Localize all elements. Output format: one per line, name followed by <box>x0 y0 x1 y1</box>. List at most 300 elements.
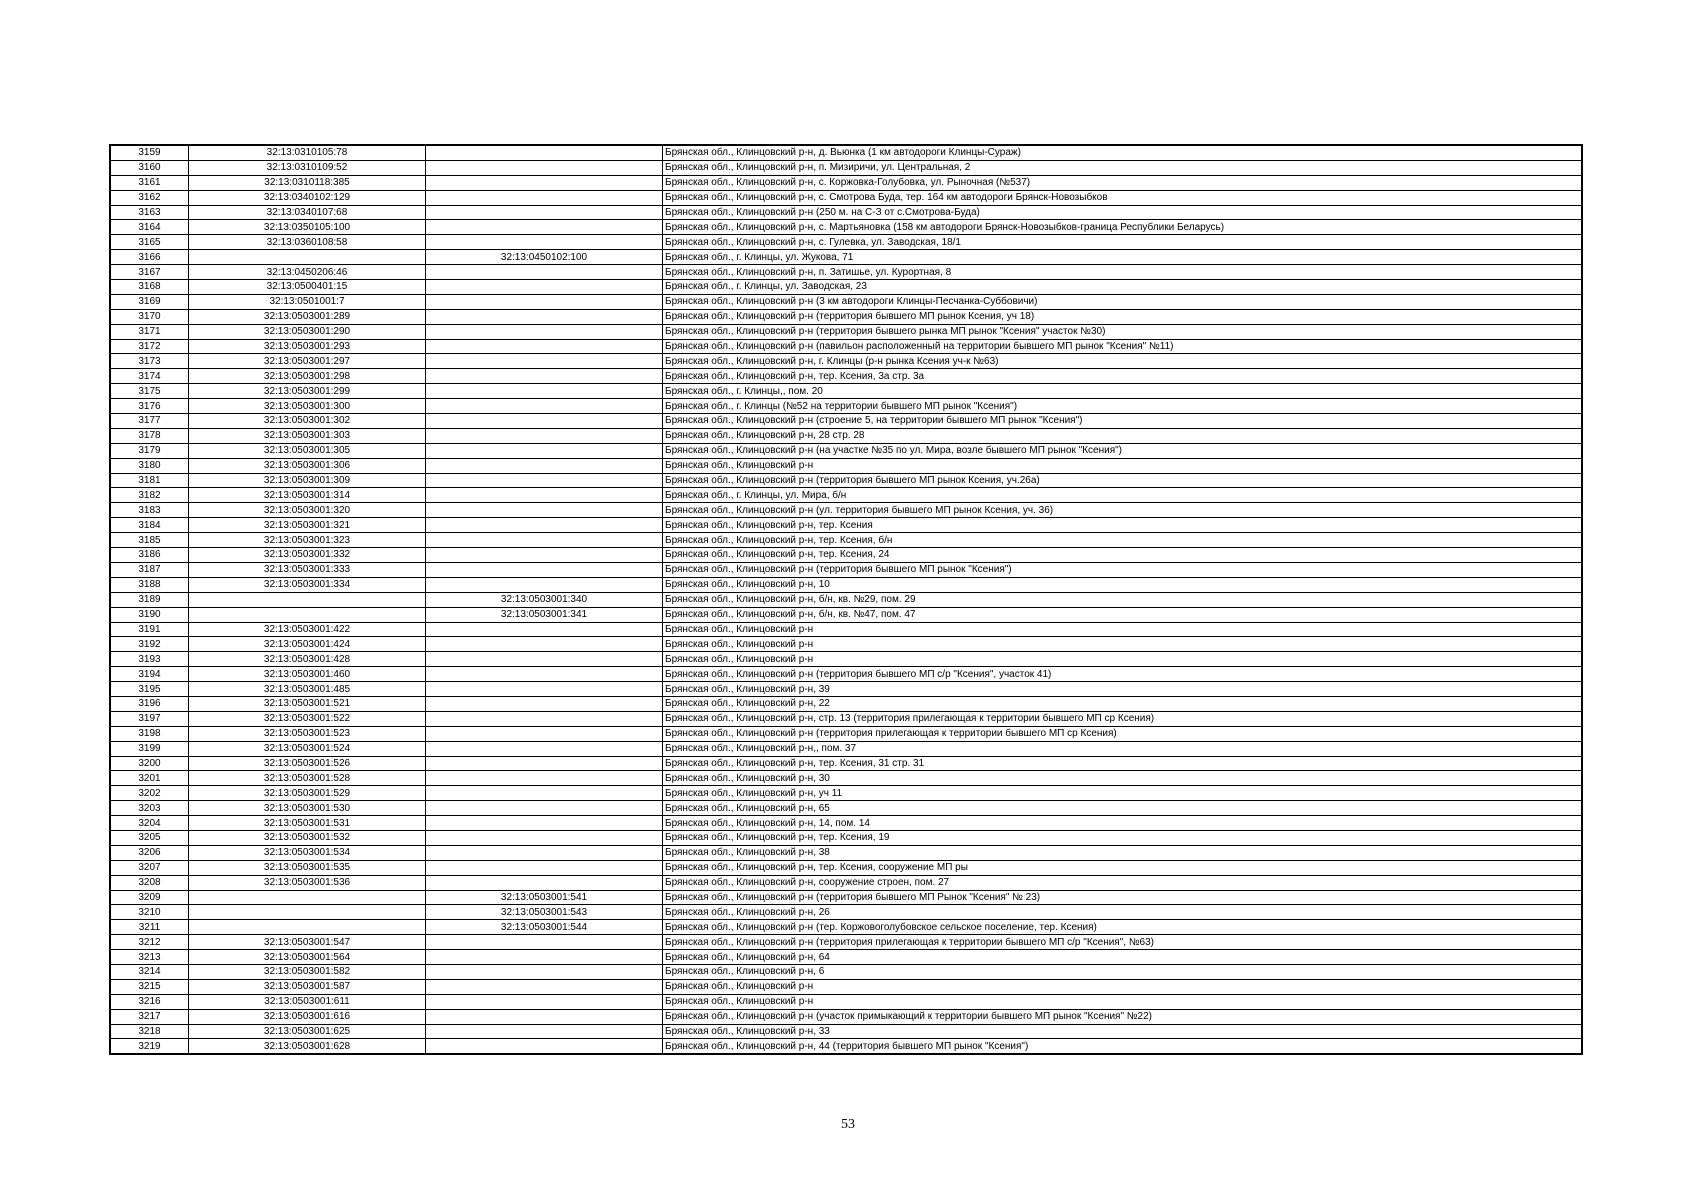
address-cell: Брянская обл., Клинцовский р-н, 33 <box>663 1024 1583 1039</box>
row-number-cell: 3208 <box>110 875 189 890</box>
row-number-cell: 3205 <box>110 830 189 845</box>
row-number-cell: 3209 <box>110 890 189 905</box>
row-number-cell: 3164 <box>110 220 189 235</box>
address-cell: Брянская обл., Клинцовский р-н (территория бывшего рынка МП рынок "Ксения" участок №30) <box>663 324 1583 339</box>
cadastral-number-cell: 32:13:0503001:625 <box>189 1024 426 1039</box>
cadastral-number-cell: 32:13:0503001:582 <box>189 964 426 979</box>
address-cell: Брянская обл., Клинцовский р-н, 39 <box>663 682 1583 697</box>
row-number-cell: 3187 <box>110 562 189 577</box>
row-number-cell: 3169 <box>110 294 189 309</box>
address-cell: Брянская обл., Клинцовский р-н <box>663 458 1583 473</box>
row-number-cell: 3214 <box>110 964 189 979</box>
table-row <box>110 1009 1582 1024</box>
row-number-cell: 3181 <box>110 473 189 488</box>
table-row <box>110 205 1582 220</box>
cadastral-number-alt-cell <box>426 845 663 860</box>
table-row <box>110 950 1582 965</box>
address-cell: Брянская обл., Клинцовский р-н, 65 <box>663 801 1583 816</box>
address-cell: Брянская обл., Клинцовский р-н, 64 <box>663 950 1583 965</box>
address-cell: Брянская обл., Клинцовский р-н, тер. Ксения, 19 <box>663 830 1583 845</box>
cadastral-number-alt-cell <box>426 280 663 295</box>
address-cell: Брянская обл., Клинцовский р-н, 14, пом. 14 <box>663 816 1583 831</box>
address-cell: Брянская обл., Клинцовский р-н (250 м. на С-З от с.Смотрова-Буда) <box>663 205 1583 220</box>
cadastral-number-cell: 32:13:0503001:321 <box>189 518 426 533</box>
cadastral-number-alt-cell <box>426 428 663 443</box>
cadastral-number-cell: 32:13:0503001:534 <box>189 845 426 860</box>
property-registry-table <box>109 144 1583 1055</box>
cadastral-number-alt-cell <box>426 711 663 726</box>
cadastral-number-cell: 32:13:0503001:293 <box>189 339 426 354</box>
row-number-cell: 3161 <box>110 175 189 190</box>
table-row <box>110 265 1582 280</box>
row-number-cell: 3202 <box>110 786 189 801</box>
cadastral-number-cell: 32:13:0503001:303 <box>189 428 426 443</box>
address-cell: Брянская обл., Клинцовский р-н (3 км автодороги Клинцы-Песчанка-Суббовичи) <box>663 294 1583 309</box>
row-number-cell: 3160 <box>110 160 189 175</box>
table-row <box>110 816 1582 831</box>
address-cell: Брянская обл., Клинцовский р-н (на участке №35 по ул. Мира, возле бывшего МП рынок "Ксения") <box>663 443 1583 458</box>
row-number-cell: 3182 <box>110 488 189 503</box>
address-cell: Брянская обл., Клинцовский р-н, тер. Ксения, б/н <box>663 533 1583 548</box>
row-number-cell: 3193 <box>110 652 189 667</box>
table-row <box>110 145 1582 160</box>
cadastral-number-cell <box>189 920 426 935</box>
row-number-cell: 3210 <box>110 905 189 920</box>
row-number-cell: 3201 <box>110 771 189 786</box>
row-number-cell: 3190 <box>110 607 189 622</box>
cadastral-number-cell: 32:13:0503001:306 <box>189 458 426 473</box>
cadastral-number-cell: 32:13:0503001:611 <box>189 994 426 1009</box>
cadastral-number-cell: 32:13:0503001:333 <box>189 562 426 577</box>
cadastral-number-alt-cell <box>426 801 663 816</box>
table-row <box>110 935 1582 950</box>
cadastral-number-cell: 32:13:0503001:323 <box>189 533 426 548</box>
table-row <box>110 964 1582 979</box>
address-cell: Брянская обл., Клинцовский р-н, п. Мизиричи, ул. Центральная, 2 <box>663 160 1583 175</box>
address-cell: Брянская обл., Клинцовский р-н, г. Клинцы (р-н рынка Ксения уч-к №63) <box>663 354 1583 369</box>
table-row <box>110 979 1582 994</box>
cadastral-number-cell: 32:13:0503001:299 <box>189 384 426 399</box>
address-cell: Брянская обл., Клинцовский р-н, б/н, кв. №29, пом. 29 <box>663 592 1583 607</box>
address-cell: Брянская обл., Клинцовский р-н, 30 <box>663 771 1583 786</box>
address-cell: Брянская обл., Клинцовский р-н, 44 (территория бывшего МП рынок "Ксения") <box>663 1039 1583 1054</box>
cadastral-number-alt-cell: 32:13:0503001:541 <box>426 890 663 905</box>
cadastral-number-alt-cell <box>426 979 663 994</box>
row-number-cell: 3206 <box>110 845 189 860</box>
address-cell: Брянская обл., Клинцовский р-н, с. Гулевка, ул. Заводская, 18/1 <box>663 235 1583 250</box>
table-row <box>110 771 1582 786</box>
address-cell: Брянская обл., г. Клинцы, ул. Жукова, 71 <box>663 250 1583 265</box>
cadastral-number-alt-cell: 32:13:0503001:340 <box>426 592 663 607</box>
table-row <box>110 294 1582 309</box>
cadastral-number-alt-cell <box>426 577 663 592</box>
address-cell: Брянская обл., г. Клинцы,, пом. 20 <box>663 384 1583 399</box>
table-row <box>110 994 1582 1009</box>
table-row <box>110 592 1582 607</box>
table-row <box>110 756 1582 771</box>
address-cell: Брянская обл., Клинцовский р-н <box>663 994 1583 1009</box>
cadastral-number-cell: 32:13:0503001:305 <box>189 443 426 458</box>
table-row <box>110 428 1582 443</box>
cadastral-number-alt-cell <box>426 816 663 831</box>
address-cell: Брянская обл., г. Клинцы (№52 на территории бывшего МП рынок "Ксения") <box>663 399 1583 414</box>
row-number-cell: 3192 <box>110 637 189 652</box>
table-row <box>110 577 1582 592</box>
cadastral-number-cell: 32:13:0503001:530 <box>189 801 426 816</box>
row-number-cell: 3194 <box>110 667 189 682</box>
table-row <box>110 1039 1582 1054</box>
address-cell: Брянская обл., Клинцовский р-н (территория бывшего МП рынок "Ксения") <box>663 562 1583 577</box>
cadastral-number-cell: 32:13:0503001:535 <box>189 860 426 875</box>
cadastral-number-cell: 32:13:0503001:298 <box>189 369 426 384</box>
table-row <box>110 622 1582 637</box>
address-cell: Брянская обл., Клинцовский р-н <box>663 652 1583 667</box>
table-row <box>110 190 1582 205</box>
table-row <box>110 473 1582 488</box>
cadastral-number-alt-cell <box>426 548 663 563</box>
cadastral-number-alt-cell <box>426 309 663 324</box>
table-row <box>110 399 1582 414</box>
cadastral-number-alt-cell <box>426 667 663 682</box>
table-row <box>110 652 1582 667</box>
cadastral-number-cell: 32:13:0500401:15 <box>189 280 426 295</box>
table-row <box>110 1024 1582 1039</box>
address-cell: Брянская обл., Клинцовский р-н, п. Затишье, ул. Курортная, 8 <box>663 265 1583 280</box>
table-row <box>110 667 1582 682</box>
cadastral-number-alt-cell <box>426 369 663 384</box>
row-number-cell: 3170 <box>110 309 189 324</box>
cadastral-number-alt-cell <box>426 830 663 845</box>
row-number-cell: 3216 <box>110 994 189 1009</box>
table-row <box>110 458 1582 473</box>
cadastral-number-alt-cell <box>426 324 663 339</box>
address-cell: Брянская обл., Клинцовский р-н (ул. территория бывшего МП рынок Ксения, уч. 36) <box>663 503 1583 518</box>
address-cell: Брянская обл., Клинцовский р-н, тер. Ксения, 3а стр. 3а <box>663 369 1583 384</box>
cadastral-number-cell: 32:13:0310105:78 <box>189 145 426 160</box>
table-row <box>110 503 1582 518</box>
row-number-cell: 3159 <box>110 145 189 160</box>
cadastral-number-cell: 32:13:0503001:485 <box>189 682 426 697</box>
table-row <box>110 920 1582 935</box>
cadastral-number-alt-cell: 32:13:0503001:341 <box>426 607 663 622</box>
address-cell: Брянская обл., Клинцовский р-н (территория бывшего МП Рынок "Ксения" № 23) <box>663 890 1583 905</box>
table-row <box>110 488 1582 503</box>
cadastral-number-alt-cell <box>426 756 663 771</box>
cadastral-number-alt-cell <box>426 860 663 875</box>
cadastral-number-alt-cell <box>426 443 663 458</box>
row-number-cell: 3189 <box>110 592 189 607</box>
address-cell: Брянская обл., г. Клинцы, ул. Мира, б/н <box>663 488 1583 503</box>
cadastral-number-alt-cell <box>426 175 663 190</box>
cadastral-number-cell: 32:13:0310109:52 <box>189 160 426 175</box>
cadastral-number-alt-cell <box>426 205 663 220</box>
row-number-cell: 3207 <box>110 860 189 875</box>
table-row <box>110 786 1582 801</box>
cadastral-number-cell: 32:13:0503001:297 <box>189 354 426 369</box>
cadastral-number-alt-cell: 32:13:0503001:544 <box>426 920 663 935</box>
cadastral-number-alt-cell: 32:13:0503001:543 <box>426 905 663 920</box>
row-number-cell: 3196 <box>110 696 189 711</box>
address-cell: Брянская обл., Клинцовский р-н, 28 стр. 28 <box>663 428 1583 443</box>
cadastral-number-alt-cell <box>426 786 663 801</box>
table-row <box>110 860 1582 875</box>
row-number-cell: 3203 <box>110 801 189 816</box>
cadastral-number-alt-cell <box>426 354 663 369</box>
cadastral-number-cell: 32:13:0503001:428 <box>189 652 426 667</box>
cadastral-number-cell: 32:13:0503001:314 <box>189 488 426 503</box>
cadastral-number-alt-cell <box>426 533 663 548</box>
cadastral-number-alt-cell <box>426 726 663 741</box>
cadastral-number-cell: 32:13:0503001:302 <box>189 414 426 429</box>
cadastral-number-alt-cell <box>426 145 663 160</box>
cadastral-number-alt-cell <box>426 399 663 414</box>
cadastral-number-alt-cell <box>426 682 663 697</box>
cadastral-number-cell: 32:13:0503001:536 <box>189 875 426 890</box>
table-row <box>110 830 1582 845</box>
table-row <box>110 696 1582 711</box>
cadastral-number-cell: 32:13:0503001:529 <box>189 786 426 801</box>
cadastral-number-cell: 32:13:0503001:524 <box>189 741 426 756</box>
cadastral-number-cell: 32:13:0503001:532 <box>189 830 426 845</box>
cadastral-number-alt-cell <box>426 518 663 533</box>
table-row <box>110 384 1582 399</box>
cadastral-number-cell: 32:13:0503001:460 <box>189 667 426 682</box>
cadastral-number-alt-cell <box>426 875 663 890</box>
table-row <box>110 235 1582 250</box>
table-row <box>110 726 1582 741</box>
address-cell: Брянская обл., Клинцовский р-н <box>663 637 1583 652</box>
cadastral-number-cell: 32:13:0503001:332 <box>189 548 426 563</box>
cadastral-number-alt-cell <box>426 771 663 786</box>
cadastral-number-cell <box>189 592 426 607</box>
row-number-cell: 3165 <box>110 235 189 250</box>
table-row <box>110 369 1582 384</box>
address-cell: Брянская обл., Клинцовский р-н, 6 <box>663 964 1583 979</box>
row-number-cell: 3183 <box>110 503 189 518</box>
address-cell: Брянская обл., Клинцовский р-н, 26 <box>663 905 1583 920</box>
cadastral-number-alt-cell <box>426 160 663 175</box>
table-row <box>110 518 1582 533</box>
cadastral-number-cell: 32:13:0501001:7 <box>189 294 426 309</box>
cadastral-number-alt-cell <box>426 473 663 488</box>
cadastral-number-cell: 32:13:0503001:587 <box>189 979 426 994</box>
row-number-cell: 3212 <box>110 935 189 950</box>
row-number-cell: 3185 <box>110 533 189 548</box>
table-row <box>110 801 1582 816</box>
cadastral-number-alt-cell <box>426 741 663 756</box>
row-number-cell: 3204 <box>110 816 189 831</box>
row-number-cell: 3171 <box>110 324 189 339</box>
table-row <box>110 160 1582 175</box>
cadastral-number-cell: 32:13:0503001:320 <box>189 503 426 518</box>
row-number-cell: 3191 <box>110 622 189 637</box>
table-row <box>110 845 1582 860</box>
row-number-cell: 3215 <box>110 979 189 994</box>
row-number-cell: 3197 <box>110 711 189 726</box>
cadastral-number-cell: 32:13:0503001:528 <box>189 771 426 786</box>
cadastral-number-alt-cell <box>426 339 663 354</box>
cadastral-number-cell: 32:13:0310118:385 <box>189 175 426 190</box>
cadastral-number-alt-cell <box>426 696 663 711</box>
address-cell: Брянская обл., г. Клинцы, ул. Заводская, 23 <box>663 280 1583 295</box>
table-row <box>110 533 1582 548</box>
row-number-cell: 3173 <box>110 354 189 369</box>
registry-table-body <box>110 145 1582 1054</box>
row-number-cell: 3217 <box>110 1009 189 1024</box>
address-cell: Брянская обл., Клинцовский р-н (территория бывшего МП с/р "Ксения", участок 41) <box>663 667 1583 682</box>
address-cell: Брянская обл., Клинцовский р-н (участок примыкающий к территории бывшего МП рынок "Ксения" №22) <box>663 1009 1583 1024</box>
row-number-cell: 3186 <box>110 548 189 563</box>
cadastral-number-alt-cell <box>426 190 663 205</box>
address-cell: Брянская обл., Клинцовский р-н, д. Вьюнка (1 км автодороги Клинцы-Сураж) <box>663 145 1583 160</box>
cadastral-number-alt-cell <box>426 637 663 652</box>
cadastral-number-cell: 32:13:0503001:424 <box>189 637 426 652</box>
cadastral-number-alt-cell <box>426 964 663 979</box>
table-row <box>110 339 1582 354</box>
cadastral-number-cell <box>189 905 426 920</box>
address-cell: Брянская обл., Клинцовский р-н (территория прилегающая к территории бывшего МП с/р "Ксения", №63) <box>663 935 1583 950</box>
cadastral-number-alt-cell <box>426 220 663 235</box>
address-cell: Брянская обл., Клинцовский р-н, 10 <box>663 577 1583 592</box>
address-cell: Брянская обл., Клинцовский р-н, б/н, кв. №47, пом. 47 <box>663 607 1583 622</box>
cadastral-number-alt-cell <box>426 1024 663 1039</box>
address-cell: Брянская обл., Клинцовский р-н, 38 <box>663 845 1583 860</box>
row-number-cell: 3188 <box>110 577 189 592</box>
row-number-cell: 3198 <box>110 726 189 741</box>
cadastral-number-cell: 32:13:0450206:46 <box>189 265 426 280</box>
address-cell: Брянская обл., Клинцовский р-н, с. Смотрова Буда, тер. 164 км автодороги Брянск-Новозыбков <box>663 190 1583 205</box>
address-cell: Брянская обл., Клинцовский р-н (тер. Коржовоголубовское сельское поселение, тер. Ксения) <box>663 920 1583 935</box>
row-number-cell: 3178 <box>110 428 189 443</box>
cadastral-number-cell: 32:13:0503001:289 <box>189 309 426 324</box>
cadastral-number-cell <box>189 890 426 905</box>
address-cell: Брянская обл., Клинцовский р-н, с. Мартьяновка (158 км автодороги Брянск-Новозыбков-граница Республики Беларусь) <box>663 220 1583 235</box>
cadastral-number-cell: 32:13:0503001:521 <box>189 696 426 711</box>
table-row <box>110 220 1582 235</box>
table-row <box>110 280 1582 295</box>
table-row <box>110 711 1582 726</box>
address-cell: Брянская обл., Клинцовский р-н, тер. Ксения, 31 стр. 31 <box>663 756 1583 771</box>
cadastral-number-cell <box>189 607 426 622</box>
cadastral-number-cell: 32:13:0503001:616 <box>189 1009 426 1024</box>
address-cell: Брянская обл., Клинцовский р-н (территория бывшего МП рынок Ксения, уч.26а) <box>663 473 1583 488</box>
address-cell: Брянская обл., Клинцовский р-н, с. Коржовка-Голубовка, ул. Рыночная (№537) <box>663 175 1583 190</box>
table-row <box>110 354 1582 369</box>
row-number-cell: 3213 <box>110 950 189 965</box>
page-number: 53 <box>841 1117 855 1132</box>
address-cell: Брянская обл., Клинцовский р-н, стр. 13 (территория прилегающая к территории бывшего МП ср Ксения) <box>663 711 1583 726</box>
cadastral-number-alt-cell <box>426 235 663 250</box>
cadastral-number-alt-cell <box>426 384 663 399</box>
address-cell: Брянская обл., Клинцовский р-н, тер. Ксения, 24 <box>663 548 1583 563</box>
table-row <box>110 637 1582 652</box>
address-cell: Брянская обл., Клинцовский р-н, уч 11 <box>663 786 1583 801</box>
cadastral-number-alt-cell <box>426 1009 663 1024</box>
table-row <box>110 443 1582 458</box>
address-cell: Брянская обл., Клинцовский р-н, тер. Ксения, сооружение МП ры <box>663 860 1583 875</box>
table-row <box>110 548 1582 563</box>
row-number-cell: 3180 <box>110 458 189 473</box>
cadastral-number-cell: 32:13:0503001:309 <box>189 473 426 488</box>
address-cell: Брянская обл., Клинцовский р-н (павильон расположенный на территории бывшего МП рынок "Ксения" №11) <box>663 339 1583 354</box>
table-row <box>110 905 1582 920</box>
row-number-cell: 3167 <box>110 265 189 280</box>
cadastral-number-cell: 32:13:0503001:628 <box>189 1039 426 1054</box>
table-row <box>110 309 1582 324</box>
table-row <box>110 741 1582 756</box>
address-cell: Брянская обл., Клинцовский р-н (территория прилегающая к территории бывшего МП ср Ксения) <box>663 726 1583 741</box>
address-cell: Брянская обл., Клинцовский р-н <box>663 622 1583 637</box>
row-number-cell: 3179 <box>110 443 189 458</box>
table-row <box>110 607 1582 622</box>
row-number-cell: 3177 <box>110 414 189 429</box>
cadastral-number-alt-cell <box>426 294 663 309</box>
cadastral-number-alt-cell <box>426 488 663 503</box>
table-row <box>110 682 1582 697</box>
row-number-cell: 3219 <box>110 1039 189 1054</box>
address-cell: Брянская обл., Клинцовский р-н (строение 5, на территории бывшего МП рынок "Ксения") <box>663 414 1583 429</box>
cadastral-number-alt-cell <box>426 994 663 1009</box>
row-number-cell: 3163 <box>110 205 189 220</box>
table-row <box>110 324 1582 339</box>
address-cell: Брянская обл., Клинцовский р-н <box>663 979 1583 994</box>
row-number-cell: 3166 <box>110 250 189 265</box>
table-row <box>110 414 1582 429</box>
address-cell: Брянская обл., Клинцовский р-н, сооружение строен, пом. 27 <box>663 875 1583 890</box>
cadastral-number-alt-cell <box>426 1039 663 1054</box>
cadastral-number-alt-cell <box>426 622 663 637</box>
cadastral-number-cell: 32:13:0503001:547 <box>189 935 426 950</box>
row-number-cell: 3174 <box>110 369 189 384</box>
cadastral-number-alt-cell <box>426 950 663 965</box>
cadastral-number-cell: 32:13:0503001:522 <box>189 711 426 726</box>
cadastral-number-alt-cell <box>426 503 663 518</box>
cadastral-number-cell: 32:13:0340107:68 <box>189 205 426 220</box>
row-number-cell: 3168 <box>110 280 189 295</box>
row-number-cell: 3218 <box>110 1024 189 1039</box>
cadastral-number-alt-cell <box>426 652 663 667</box>
cadastral-number-alt-cell <box>426 414 663 429</box>
table-row <box>110 562 1582 577</box>
row-number-cell: 3172 <box>110 339 189 354</box>
cadastral-number-cell: 32:13:0503001:300 <box>189 399 426 414</box>
cadastral-number-alt-cell <box>426 935 663 950</box>
address-cell: Брянская обл., Клинцовский р-н,, пом. 37 <box>663 741 1583 756</box>
address-cell: Брянская обл., Клинцовский р-н, 22 <box>663 696 1583 711</box>
cadastral-number-alt-cell: 32:13:0450102:100 <box>426 250 663 265</box>
address-cell: Брянская обл., Клинцовский р-н (территория бывшего МП рынок Ксения, уч 18) <box>663 309 1583 324</box>
address-cell: Брянская обл., Клинцовский р-н, тер. Ксения <box>663 518 1583 533</box>
cadastral-number-cell: 32:13:0350105:100 <box>189 220 426 235</box>
cadastral-number-cell: 32:13:0503001:422 <box>189 622 426 637</box>
cadastral-number-cell: 32:13:0503001:290 <box>189 324 426 339</box>
row-number-cell: 3176 <box>110 399 189 414</box>
cadastral-number-cell: 32:13:0360108:58 <box>189 235 426 250</box>
row-number-cell: 3200 <box>110 756 189 771</box>
cadastral-number-alt-cell <box>426 458 663 473</box>
row-number-cell: 3195 <box>110 682 189 697</box>
table-row <box>110 875 1582 890</box>
cadastral-number-cell: 32:13:0503001:564 <box>189 950 426 965</box>
row-number-cell: 3184 <box>110 518 189 533</box>
cadastral-number-cell: 32:13:0503001:334 <box>189 577 426 592</box>
table-row <box>110 890 1582 905</box>
cadastral-number-cell: 32:13:0503001:523 <box>189 726 426 741</box>
row-number-cell: 3175 <box>110 384 189 399</box>
cadastral-number-cell <box>189 250 426 265</box>
cadastral-number-alt-cell <box>426 265 663 280</box>
cadastral-number-cell: 32:13:0503001:526 <box>189 756 426 771</box>
